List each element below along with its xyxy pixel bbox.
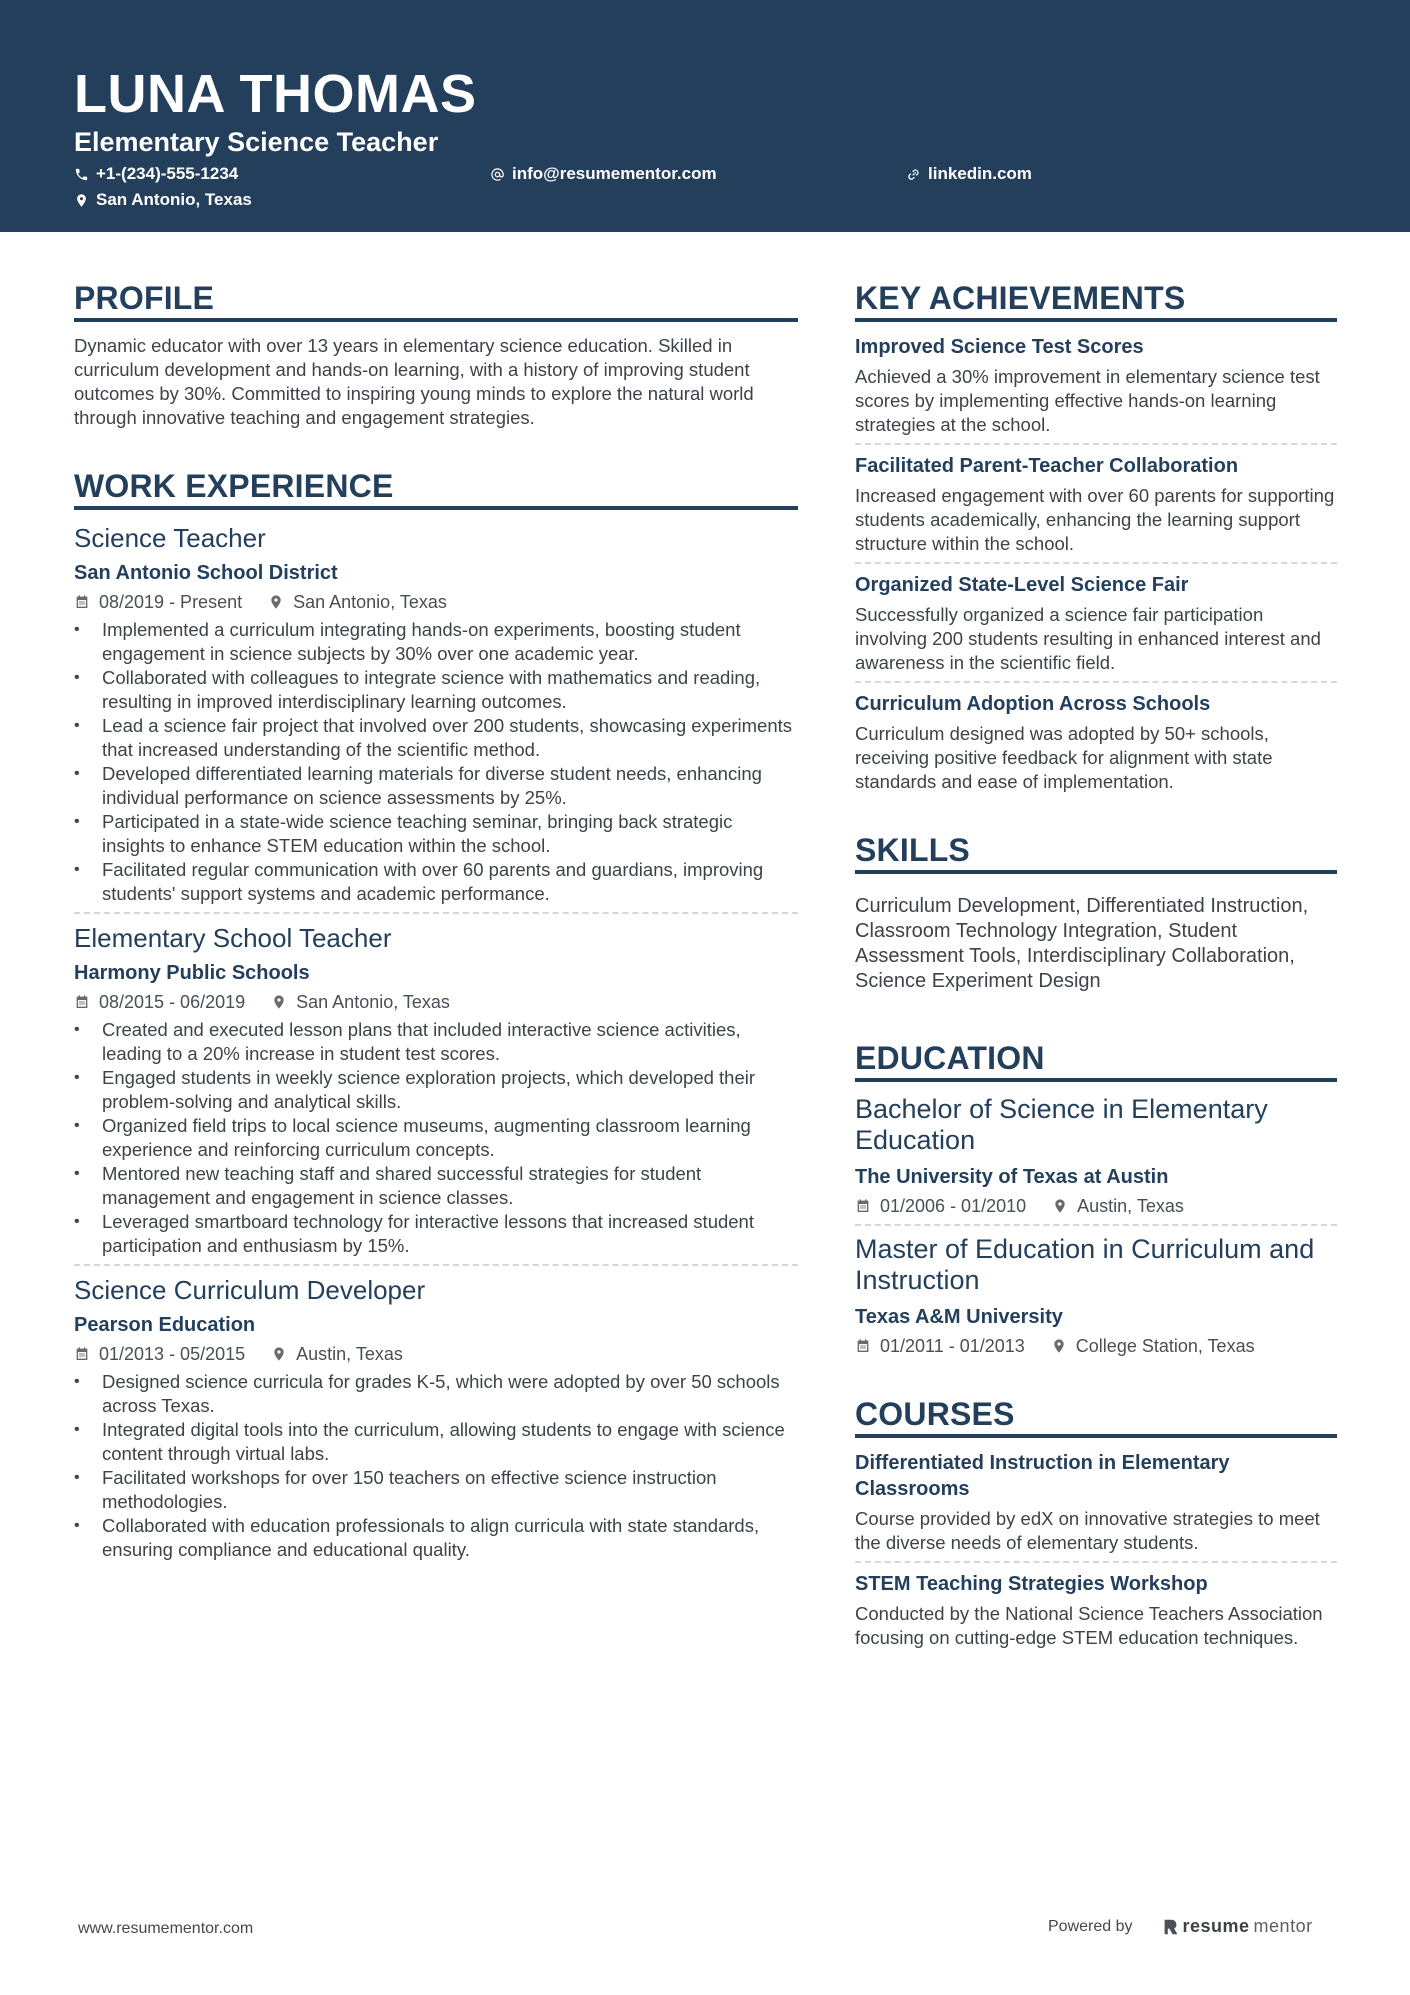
course-item [855,1450,1337,1555]
school-name: Texas A&M University [855,1306,1063,1328]
location-pin-icon [271,994,287,1010]
entry-divider [855,1224,1337,1226]
bullet-item: • Collaborated with colleagues to integrate science with mathematics and reading, resulting in improved interdisciplinary learning outcomes. [74,666,798,714]
entry-divider [855,443,1337,445]
section-heading: SKILLS [855,830,1337,874]
company-name: Pearson Education [74,1314,256,1336]
profile-section [74,278,798,430]
job-location: Austin, Texas [296,1344,403,1364]
education-meta [855,1194,1337,1218]
bullet-item: • Leveraged smartboard technology for interactive lessons that increased student participation and enthusiasm by 15%. [74,1210,798,1258]
calendar-icon [74,1346,90,1362]
phone-text: +1-(234)-555-1234 [96,164,239,183]
bullet-item: • Facilitated workshops for over 150 teachers on effective science instruction methodologies. [74,1466,798,1514]
location-pin-icon [271,1346,287,1362]
job-dates: 08/2019 - Present [99,592,243,612]
job-dates: 01/2013 - 05/2015 [99,1344,246,1364]
brand-logo[interactable] [1163,1916,1313,1937]
bullet-item: • Facilitated regular communication with over 60 parents and guardians, improving students' support systems and academic performance. [74,858,798,906]
achievement-title: Improved Science Test Scores [855,336,1144,358]
education-meta [855,1334,1337,1358]
section-heading: COURSES [855,1394,1337,1438]
education-dates: 01/2006 - 01/2010 [880,1196,1027,1216]
contact-email[interactable] [490,164,717,184]
section-heading: WORK EXPERIENCE [74,466,798,510]
bullet-item: • Created and executed lesson plans that included interactive science activities, leading to a 20% increase in student test scores. [74,1018,798,1066]
calendar-icon [74,594,90,610]
job-entry [74,922,798,1258]
powered-by-label: Powered by [1048,1917,1133,1935]
achievement-item [855,691,1337,794]
job-bullets [74,1370,798,1562]
bullet-item: • Mentored new teaching staff and shared successful strategies for student management and engagement in science classes. [74,1162,798,1210]
achievement-item [855,572,1337,675]
bullet-item: • Implemented a curriculum integrating hands-on experiments, boosting student engagement in science subjects by 30% over one academic year. [74,618,798,666]
education-section [855,1038,1337,1358]
right-column [855,278,1337,1650]
achievement-title: Organized State-Level Science Fair [855,574,1189,596]
location-pin-icon [268,594,284,610]
education-location: College Station, Texas [1075,1336,1255,1356]
job-location: San Antonio, Texas [293,592,447,612]
candidate-name: LUNA THOMAS [74,64,477,124]
entry-divider [74,912,798,914]
entry-divider [855,562,1337,564]
job-title: Science Curriculum Developer [74,1275,426,1305]
section-heading: KEY ACHIEVEMENTS [855,278,1337,322]
footer-powered-by [1048,1916,1313,1937]
job-meta [74,590,798,614]
location-pin-icon [1052,1198,1068,1214]
key-achievements-section [855,278,1337,794]
job-bullets [74,618,798,906]
resumementor-logo-icon [1163,1918,1179,1936]
job-location: San Antonio, Texas [296,992,450,1012]
job-title: Science Teacher [74,523,266,553]
work-experience-section [74,466,798,1562]
course-desc: Conducted by the National Science Teachers Association focusing on cutting-edge STEM education techniques. [855,1603,1323,1648]
section-heading: PROFILE [74,278,798,322]
school-name: The University of Texas at Austin [855,1166,1169,1188]
achievement-title: Facilitated Parent-Teacher Collaboration [855,455,1239,477]
bullet-item: • Participated in a state-wide science teaching seminar, bringing back strategic insights to enhance STEM education within the school. [74,810,798,858]
bullet-item: • Organized field trips to local science museums, augmenting classroom learning experience and reinforcing curriculum concepts. [74,1114,798,1162]
candidate-title: Elementary Science Teacher [74,127,439,157]
achievement-desc: Curriculum designed was adopted by 50+ schools, receiving positive feedback for alignment with state standards and ease of implementation. [855,723,1273,792]
contact-phone [74,164,238,184]
bullet-item: • Developed differentiated learning materials for diverse student needs, enhancing individual performance on science assessments by 25%. [74,762,798,810]
entry-divider [855,1561,1337,1563]
bullet-item: • Engaged students in weekly science exploration projects, which developed their problem-solving and analytical skills. [74,1066,798,1114]
location-pin-icon [74,193,89,208]
brand-name-bold: resume [1182,1916,1250,1936]
calendar-icon [855,1338,871,1354]
email-text[interactable]: info@resumementor.com [512,164,717,183]
degree-title: Master of Education in Curriculum and Instruction [855,1234,1315,1295]
entry-divider [74,1264,798,1266]
job-entry [74,522,798,906]
brand-name-light: mentor [1253,1916,1313,1936]
link-icon [906,167,921,182]
course-title: Differentiated Instruction in Elementary Classrooms [855,1452,1230,1500]
achievement-item [855,334,1337,437]
entry-divider [855,681,1337,683]
calendar-icon [74,994,90,1010]
company-name: Harmony Public Schools [74,962,310,984]
job-bullets [74,1018,798,1258]
bullet-item: • Integrated digital tools into the curriculum, allowing students to engage with science content through virtual labs. [74,1418,798,1466]
education-location: Austin, Texas [1077,1196,1184,1216]
job-meta [74,990,798,1014]
course-item [855,1571,1337,1650]
achievement-desc: Successfully organized a science fair participation involving 200 students resulting in enhanced interest and awareness in the scientific field. [855,604,1321,673]
degree-title: Bachelor of Science in Elementary Education [855,1094,1268,1155]
footer-website[interactable]: www.resumementor.com [78,1920,254,1937]
linkedin-text[interactable]: linkedin.com [928,164,1032,183]
section-heading: EDUCATION [855,1038,1337,1082]
bullet-item: • Lead a science fair project that involved over 200 students, showcasing experiments that increased understanding of the scientific method. [74,714,798,762]
bullet-item: • Collaborated with education professionals to align curricula with state standards, ensuring compliance and educational quality. [74,1514,798,1562]
job-meta [74,1342,798,1366]
phone-icon [74,167,89,182]
job-entry [74,1274,798,1562]
at-icon [490,167,505,182]
bullet-item: • Designed science curricula for grades K-5, which were adopted by over 50 schools across Texas. [74,1370,798,1418]
location-pin-icon [1051,1338,1067,1354]
education-dates: 01/2011 - 01/2013 [880,1336,1025,1356]
job-dates: 08/2015 - 06/2019 [99,992,246,1012]
location-text: San Antonio, Texas [96,190,252,209]
education-entry [855,1094,1337,1218]
left-column [74,278,798,1562]
achievement-title: Curriculum Adoption Across Schools [855,693,1211,715]
achievement-item [855,453,1337,556]
skills-list: Curriculum Development, Differentiated Instruction, Classroom Technology Integration, Student Assessment Tools, Interdisciplinary Collaboration, Science Experiment Design [855,895,1309,992]
resume-header [0,0,1410,232]
achievement-desc: Achieved a 30% improvement in elementary science test scores by implementing effective hands-on learning strategies at the school. [855,366,1320,435]
achievement-desc: Increased engagement with over 60 parents for supporting students academically, enhancing the learning support structure within the school. [855,485,1335,554]
course-desc: Course provided by edX on innovative strategies to meet the diverse needs of elementary students. [855,1508,1320,1553]
job-title: Elementary School Teacher [74,923,392,953]
company-name: San Antonio School District [74,562,338,584]
skills-section [855,830,1337,994]
contact-location [74,190,252,210]
courses-section [855,1394,1337,1650]
course-title: STEM Teaching Strategies Workshop [855,1573,1208,1595]
calendar-icon [855,1198,871,1214]
contact-linkedin[interactable] [906,164,1032,184]
profile-summary: Dynamic educator with over 13 years in elementary science education. Skilled in curriculum development and hands-on learning, with a history of improving student outcomes by 30%. Committed to inspiring young minds to explore the natural world through innovative teaching and engagement strategies. [74,335,754,428]
education-entry [855,1234,1337,1358]
